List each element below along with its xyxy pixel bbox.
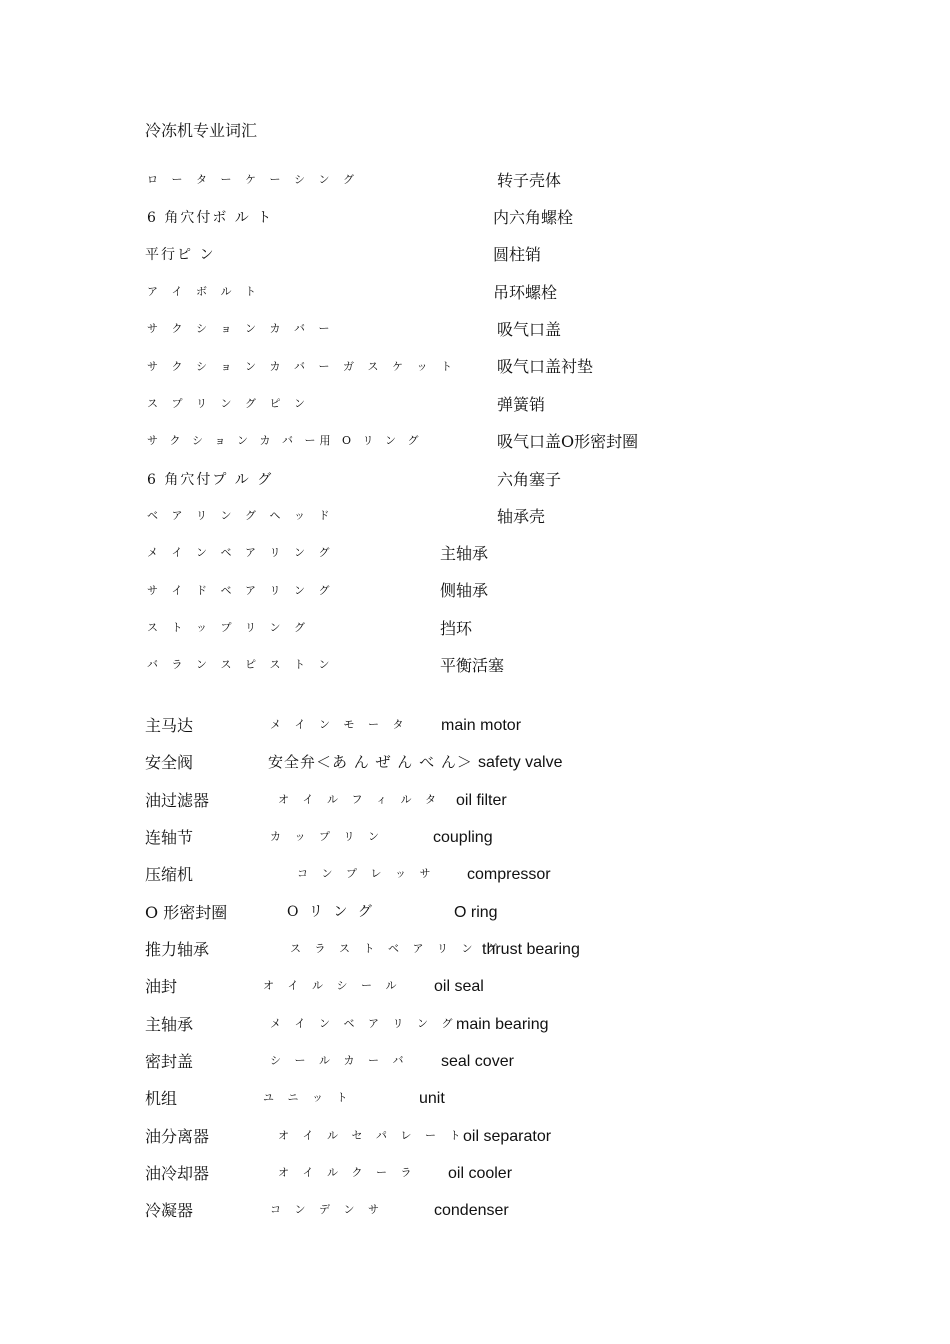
term-japanese: コ ン デ ン サ	[270, 1203, 384, 1216]
term-chinese: 冷凝器	[145, 1201, 194, 1220]
term-japanese: オ イ ル シ ー ル	[263, 979, 402, 992]
term-japanese: オ イ ル ク ー ラ	[278, 1166, 417, 1179]
term-japanese: バ ラ ン ス ピ ス ト ン	[147, 658, 335, 671]
term-japanese: 6 角穴付プ ル グ	[147, 472, 274, 488]
term-english: unit	[419, 1090, 445, 1107]
term-chinese: 平衡活塞	[440, 656, 505, 675]
term-chinese: 油冷却器	[145, 1164, 210, 1183]
term-japanese: メ イ ン ベ ア リ ン グ	[147, 546, 335, 559]
term-japanese: ス ト ッ プ リ ン グ	[147, 621, 310, 634]
term-japanese: オ イ ル セ パ レ ー ト	[278, 1129, 466, 1142]
document-title: 冷冻机专业词汇	[145, 121, 258, 140]
term-english: safety valve	[478, 754, 563, 771]
term-chinese: 内六角螺栓	[493, 208, 574, 227]
term-chinese: 密封盖	[145, 1052, 194, 1071]
term-japanese: 平行ピ ン	[145, 247, 216, 263]
term-chinese: 轴承壳	[497, 507, 546, 526]
term-japanese: O リ ン グ	[287, 904, 375, 920]
term-japanese: ア イ ボ ル ト	[147, 285, 261, 298]
term-chinese: 挡环	[440, 619, 473, 638]
term-japanese: メ イ ン モ ー タ	[270, 718, 409, 731]
term-chinese: 吸气口盖衬垫	[497, 357, 594, 376]
term-english: main motor	[441, 717, 522, 734]
term-chinese: 转子壳体	[497, 171, 562, 190]
term-chinese: 压缩机	[145, 865, 194, 884]
term-japanese: ユ ニ ッ ト	[263, 1091, 353, 1104]
term-japanese: ス プ リ ン グ ピ ン	[147, 397, 310, 410]
term-chinese: 弹簧销	[497, 395, 546, 414]
term-chinese: 主马达	[145, 716, 194, 735]
term-chinese: 安全阀	[145, 753, 194, 772]
term-chinese: 侧轴承	[440, 581, 489, 600]
term-chinese: 吊环螺栓	[493, 283, 558, 302]
term-chinese: 油封	[145, 977, 178, 996]
term-chinese: 机组	[145, 1089, 178, 1108]
term-japanese: シ ー ル カ ー バ	[270, 1054, 409, 1067]
term-english: O ring	[454, 904, 498, 921]
term-chinese: 油分离器	[145, 1127, 210, 1146]
term-japanese: ロ ー タ ー ケ ー シ ン グ	[147, 173, 359, 186]
term-chinese: 油过滤器	[145, 791, 210, 810]
term-english: seal cover	[441, 1053, 514, 1070]
term-chinese: 吸气口盖	[497, 320, 562, 339]
term-chinese: 主轴承	[440, 544, 489, 563]
term-english: oil seal	[434, 978, 484, 995]
term-english: condenser	[434, 1202, 509, 1219]
term-japanese: サ イ ド ベ ア リ ン グ	[147, 584, 335, 597]
term-japanese: メ イ ン ベ ア リ ン グ	[270, 1017, 458, 1030]
term-english: main bearing	[456, 1016, 549, 1033]
term-japanese: サ ク シ ョ ン カ バ ー	[147, 322, 335, 335]
term-english: coupling	[433, 829, 493, 846]
term-chinese: 吸气口盖O形密封圈	[497, 432, 639, 451]
term-japanese: ベ ア リ ン グ ヘ ッ ド	[147, 509, 335, 522]
term-chinese: 圆柱销	[493, 245, 542, 264]
term-english: compressor	[467, 866, 551, 883]
term-english: oil filter	[456, 792, 507, 809]
term-japanese: ス ラ ス ト ベ ア リ ン グ	[290, 942, 502, 955]
term-english: oil separator	[463, 1128, 552, 1145]
term-japanese: コ ン プ レ ッ サ	[297, 867, 436, 880]
term-japanese: サ ク シ ョ ン カ バ ー ガ ス ケ ッ ト	[147, 360, 457, 373]
term-japanese: カ ッ プ リ ン	[270, 830, 384, 843]
term-chinese: 主轴承	[145, 1015, 194, 1034]
term-japanese: オ イ ル フ ィ ル タ	[278, 793, 441, 806]
term-chinese: 推力轴承	[145, 940, 210, 959]
term-japanese: 6 角穴付ボ ル ト	[147, 210, 274, 226]
term-chinese: O 形密封圈	[145, 903, 228, 922]
term-chinese: 连轴节	[145, 828, 194, 847]
term-japanese: 安全弁＜あ ん ぜ ん べ ん＞	[268, 753, 473, 771]
term-japanese: サ ク シ ョ ン カ バ ー用 O リ ン グ	[147, 434, 423, 447]
term-chinese: 六角塞子	[497, 470, 562, 489]
term-english: thrust bearing	[482, 941, 580, 958]
term-english: oil cooler	[448, 1165, 513, 1182]
